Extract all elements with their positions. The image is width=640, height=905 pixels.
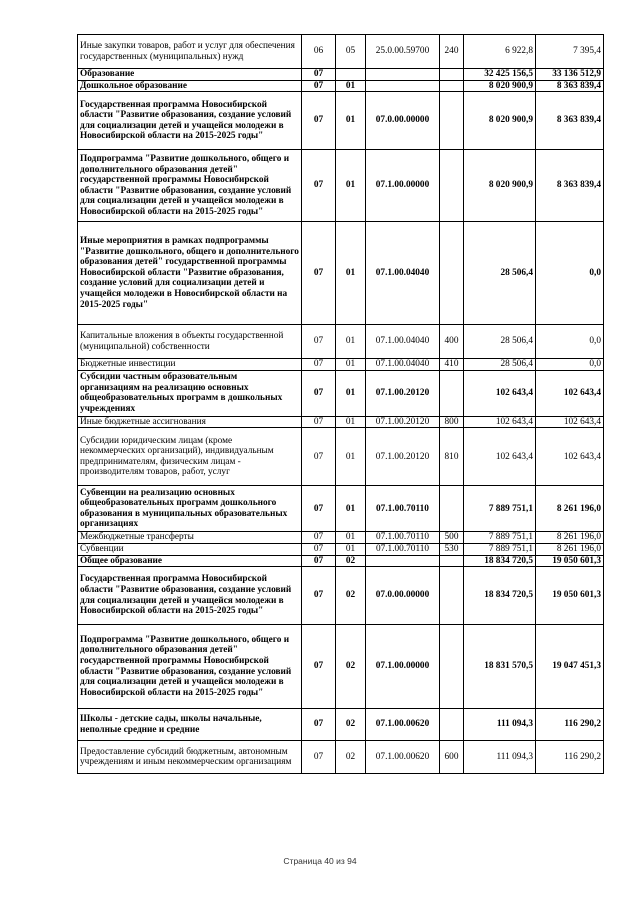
row-value-year1: 102 643,4 (464, 428, 536, 486)
row-section: 07 (302, 370, 336, 416)
row-value-year1: 7 889 751,1 (464, 486, 536, 532)
row-subsection: 01 (336, 370, 366, 416)
row-expense-type (440, 80, 464, 92)
page-number: Страница 40 из 94 (283, 856, 357, 866)
row-section: 07 (302, 567, 336, 625)
table-row (78, 625, 604, 709)
table-row (78, 370, 604, 416)
row-subsection: 01 (336, 325, 366, 359)
row-expense-type (440, 222, 464, 325)
row-value-year2: 8 363 839,4 (536, 80, 604, 92)
row-subsection: 01 (336, 532, 366, 544)
row-name: Субсидии юридическим лицам (кроме некоммерческих организаций), индивидуальным предпринимателям, физическим лицам - производителям товаров, работ, услуг (78, 428, 302, 486)
row-expense-type (440, 555, 464, 567)
row-target-article: 07.1.00.70110 (366, 532, 440, 544)
row-value-year2: 116 290,2 (536, 709, 604, 741)
row-value-year2: 0,0 (536, 359, 604, 371)
table-row (78, 741, 604, 774)
row-expense-type: 600 (440, 741, 464, 774)
row-subsection (336, 69, 366, 81)
row-value-year1: 102 643,4 (464, 416, 536, 428)
row-target-article: 07.1.00.04040 (366, 359, 440, 371)
row-target-article: 07.1.00.20120 (366, 370, 440, 416)
row-expense-type (440, 625, 464, 709)
row-value-year2: 0,0 (536, 325, 604, 359)
budget-table-page (77, 34, 603, 774)
row-target-article: 07.1.00.00620 (366, 741, 440, 774)
row-expense-type: 530 (440, 543, 464, 555)
row-target-article: 07.0.00.00000 (366, 92, 440, 150)
row-name: Общее образование (78, 555, 302, 567)
row-value-year1: 8 020 900,9 (464, 150, 536, 222)
row-target-article: 07.1.00.00000 (366, 150, 440, 222)
row-value-year1: 18 834 720,5 (464, 555, 536, 567)
row-expense-type (440, 92, 464, 150)
row-value-year1: 111 094,3 (464, 709, 536, 741)
table-row (78, 92, 604, 150)
table-row (78, 69, 604, 81)
row-name: Субсидии частным образовательным организациям на реализацию основных общеобразовательных программ в дошкольных учреждениях (78, 370, 302, 416)
row-subsection: 01 (336, 359, 366, 371)
table-row (78, 709, 604, 741)
row-target-article (366, 80, 440, 92)
row-target-article: 07.1.00.04040 (366, 222, 440, 325)
row-value-year1: 28 506,4 (464, 359, 536, 371)
row-subsection: 02 (336, 709, 366, 741)
row-subsection: 01 (336, 80, 366, 92)
row-section: 07 (302, 325, 336, 359)
row-section: 07 (302, 69, 336, 81)
row-expense-type (440, 370, 464, 416)
table-row (78, 532, 604, 544)
row-name: Межбюджетные трансферты (78, 532, 302, 544)
row-expense-type (440, 69, 464, 81)
row-name: Капитальные вложения в объекты государственной (муниципальной) собственности (78, 325, 302, 359)
table-row (78, 222, 604, 325)
row-name: Иные мероприятия в рамках подпрограммы "Развитие дошкольного, общего и дополнительного образования детей" государственной программы Новосибирской области "Развитие образования, создание условий для социализации детей и учащейся молодежи в Новосибирской области на 2015-2025 годы" (78, 222, 302, 325)
row-name: Подпрограмма "Развитие дошкольного, общего и дополнительного образования детей" государственной программы Новосибирской области "Развитие образования, создание условий для социализации детей и учащейся молодежи в Новосибирской области на 2015-2025 годы" (78, 625, 302, 709)
row-subsection: 02 (336, 555, 366, 567)
row-section: 06 (302, 35, 336, 69)
row-expense-type: 500 (440, 532, 464, 544)
row-target-article (366, 555, 440, 567)
row-name: Субвенции на реализацию основных общеобразовательных программ дошкольного образования в муниципальных образовательных организациях (78, 486, 302, 532)
row-expense-type: 400 (440, 325, 464, 359)
row-expense-type: 800 (440, 416, 464, 428)
row-value-year2: 19 047 451,3 (536, 625, 604, 709)
row-section: 07 (302, 150, 336, 222)
row-name: Иные закупки товаров, работ и услуг для обеспечения государственных (муниципальных) нужд (78, 35, 302, 69)
row-value-year2: 19 050 601,3 (536, 567, 604, 625)
row-section: 07 (302, 555, 336, 567)
row-expense-type (440, 486, 464, 532)
table-row (78, 567, 604, 625)
row-subsection: 01 (336, 428, 366, 486)
row-value-year1: 7 889 751,1 (464, 532, 536, 544)
row-value-year1: 8 020 900,9 (464, 92, 536, 150)
row-name: Школы - детские сады, школы начальные, неполные средние и средние (78, 709, 302, 741)
row-expense-type (440, 709, 464, 741)
table-row (78, 555, 604, 567)
row-expense-type: 810 (440, 428, 464, 486)
row-target-article: 07.1.00.00620 (366, 709, 440, 741)
row-section: 07 (302, 428, 336, 486)
row-value-year1: 28 506,4 (464, 325, 536, 359)
row-value-year2: 8 261 196,0 (536, 543, 604, 555)
row-value-year2: 33 136 512,9 (536, 69, 604, 81)
row-name: Иные бюджетные ассигнования (78, 416, 302, 428)
row-section: 07 (302, 709, 336, 741)
row-value-year2: 0,0 (536, 222, 604, 325)
row-name: Предоставление субсидий бюджетным, автономным учреждениям и иным некоммерческим организациям (78, 741, 302, 774)
row-section: 07 (302, 416, 336, 428)
row-section: 07 (302, 80, 336, 92)
row-value-year1: 28 506,4 (464, 222, 536, 325)
row-target-article: 07.1.00.20120 (366, 416, 440, 428)
row-section: 07 (302, 92, 336, 150)
row-target-article: 07.1.00.20120 (366, 428, 440, 486)
row-value-year1: 102 643,4 (464, 370, 536, 416)
table-row (78, 428, 604, 486)
row-target-article: 07.1.00.70110 (366, 543, 440, 555)
row-value-year2: 8 261 196,0 (536, 486, 604, 532)
row-value-year2: 102 643,4 (536, 428, 604, 486)
row-expense-type (440, 150, 464, 222)
row-subsection: 01 (336, 222, 366, 325)
row-value-year2: 7 395,4 (536, 35, 604, 69)
table-row (78, 416, 604, 428)
row-name: Субвенции (78, 543, 302, 555)
row-name: Государственная программа Новосибирской области "Развитие образования, создание условий для социализации детей и учащейся молодежи в Новосибирской области на 2015-2025 годы" (78, 567, 302, 625)
row-subsection: 02 (336, 625, 366, 709)
row-value-year1: 7 889 751,1 (464, 543, 536, 555)
row-section: 07 (302, 359, 336, 371)
table-row (78, 359, 604, 371)
budget-table (77, 34, 604, 774)
row-value-year2: 102 643,4 (536, 416, 604, 428)
row-expense-type: 410 (440, 359, 464, 371)
row-target-article: 07.0.00.00000 (366, 567, 440, 625)
row-subsection: 05 (336, 35, 366, 69)
row-target-article: 07.1.00.04040 (366, 325, 440, 359)
row-value-year1: 32 425 156,5 (464, 69, 536, 81)
row-expense-type (440, 567, 464, 625)
table-row (78, 486, 604, 532)
row-name: Образование (78, 69, 302, 81)
row-subsection: 02 (336, 741, 366, 774)
row-value-year1: 6 922,8 (464, 35, 536, 69)
row-value-year2: 8 363 839,4 (536, 150, 604, 222)
row-value-year2: 19 050 601,3 (536, 555, 604, 567)
row-subsection: 01 (336, 416, 366, 428)
row-subsection: 02 (336, 567, 366, 625)
row-target-article (366, 69, 440, 81)
row-target-article: 07.1.00.00000 (366, 625, 440, 709)
row-name: Бюджетные инвестиции (78, 359, 302, 371)
row-value-year1: 8 020 900,9 (464, 80, 536, 92)
row-subsection: 01 (336, 92, 366, 150)
row-value-year1: 18 831 570,5 (464, 625, 536, 709)
row-section: 07 (302, 222, 336, 325)
table-row (78, 325, 604, 359)
row-subsection: 01 (336, 486, 366, 532)
row-target-article: 25.0.00.59700 (366, 35, 440, 69)
row-name: Подпрограмма "Развитие дошкольного, общего и дополнительного образования детей" государственной программы Новосибирской области "Развитие образования, создание условий для социализации детей и учащейся молодежи в Новосибирской области на 2015-2025 годы" (78, 150, 302, 222)
row-section: 07 (302, 741, 336, 774)
row-value-year1: 111 094,3 (464, 741, 536, 774)
table-row (78, 150, 604, 222)
row-name: Государственная программа Новосибирской области "Развитие образования, создание условий для социализации детей и учащейся молодежи в Новосибирской области на 2015-2025 годы" (78, 92, 302, 150)
row-section: 07 (302, 486, 336, 532)
row-value-year2: 8 261 196,0 (536, 532, 604, 544)
row-value-year1: 18 834 720,5 (464, 567, 536, 625)
row-expense-type: 240 (440, 35, 464, 69)
row-value-year2: 102 643,4 (536, 370, 604, 416)
row-value-year2: 8 363 839,4 (536, 92, 604, 150)
row-target-article: 07.1.00.70110 (366, 486, 440, 532)
table-row (78, 543, 604, 555)
row-subsection: 01 (336, 543, 366, 555)
table-row (78, 80, 604, 92)
row-section: 07 (302, 543, 336, 555)
table-row (78, 35, 604, 69)
row-section: 07 (302, 625, 336, 709)
row-subsection: 01 (336, 150, 366, 222)
row-value-year2: 116 290,2 (536, 741, 604, 774)
row-section: 07 (302, 532, 336, 544)
row-name: Дошкольное образование (78, 80, 302, 92)
